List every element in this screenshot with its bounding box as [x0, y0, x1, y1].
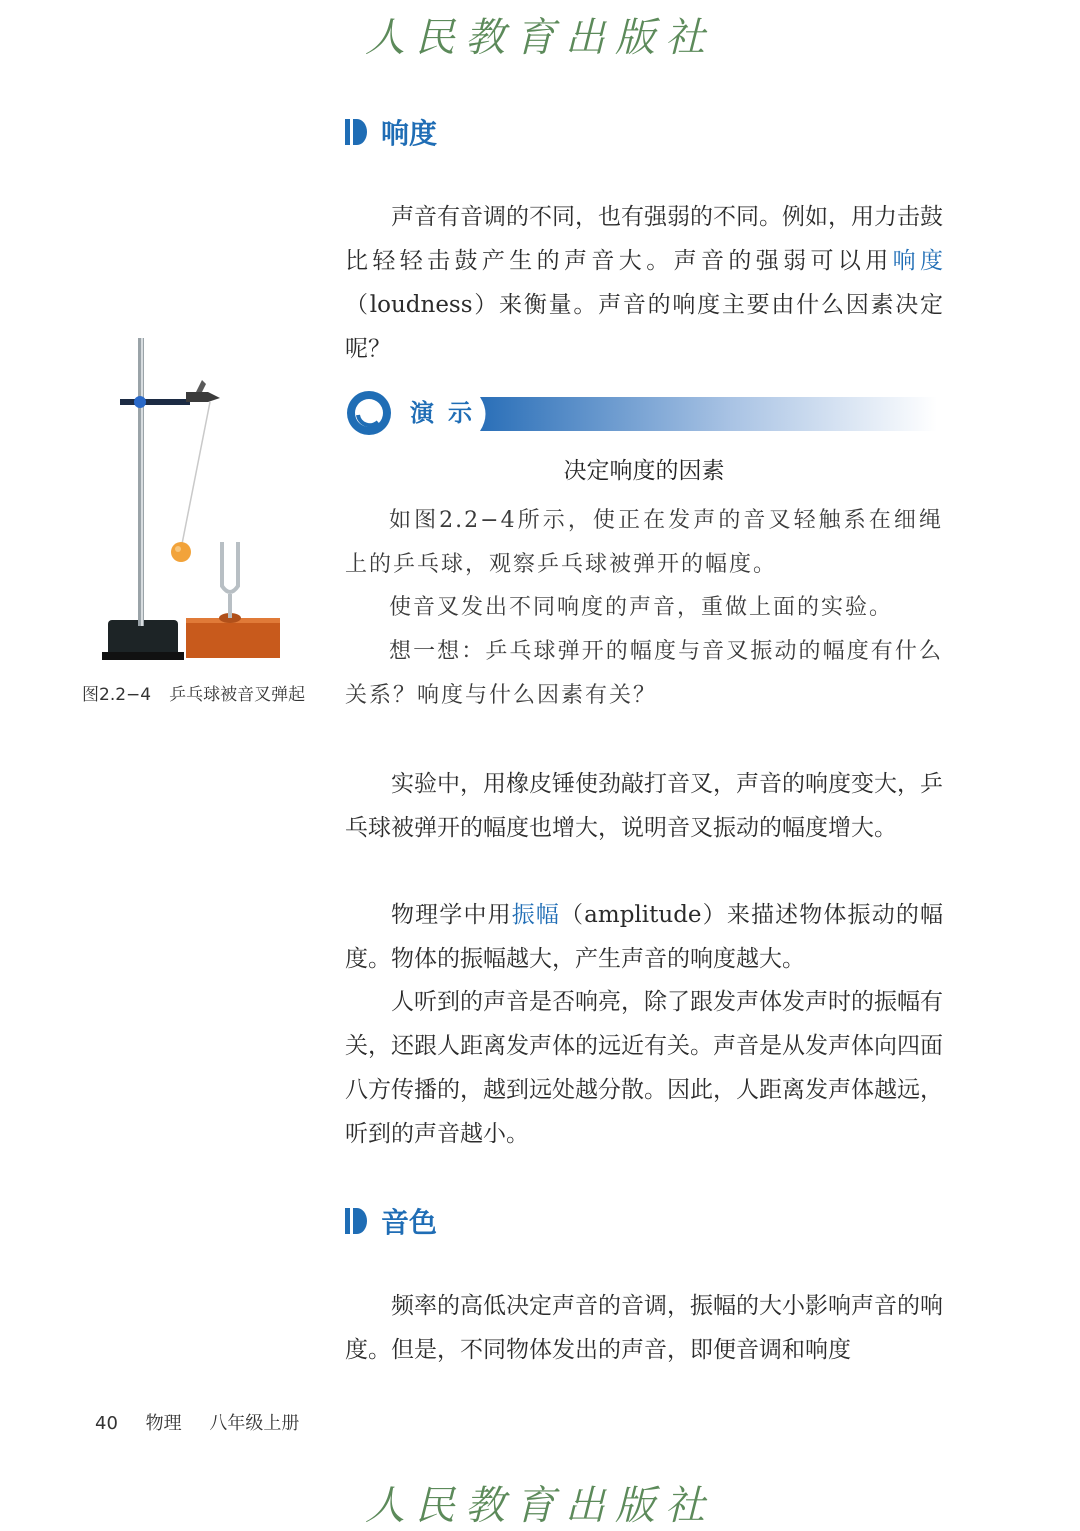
- demo-label: 演示: [410, 399, 486, 427]
- term-loudness: 响度: [892, 248, 944, 274]
- body-text-end: （amplitude）来描述物体振动的幅度。物体的振幅越大，产生声音的响度越大。: [345, 902, 943, 972]
- tuning-fork-figure: [78, 336, 318, 666]
- body-paragraph: 实验中，用橡皮锤使劲敲打音叉，声音的响度变大，乒乓球被弹开的幅度也增大，说明音叉振动的幅度增大。: [345, 771, 943, 841]
- figure-caption-text: 乒乓球被音叉弹起: [169, 685, 306, 705]
- term-amplitude: 振幅: [511, 902, 561, 928]
- demo-paragraph: 想一想：乒乓球弹开的幅度与音叉振动的幅度有什么关系？响度与什么因素有关？: [345, 639, 943, 708]
- section-heading-loudness: [345, 112, 437, 152]
- section-marker-icon: [345, 119, 367, 145]
- page-number: 40: [95, 1413, 118, 1434]
- publisher-logo-top: 人民教育出版社: [365, 15, 715, 61]
- book-grade: 八年级上册: [209, 1413, 300, 1434]
- body-text: 物理学中用: [391, 902, 512, 928]
- section-marker-icon: [345, 1208, 367, 1234]
- loudness-intro-paragraph: [345, 195, 943, 371]
- body-paragraph: 人听到的声音是否响亮，除了跟发声体发声时的振幅有关，还跟人距离发声体的远近有关。声音是从发声体向四面八方传播的，越到远处越分散。因此，人距离发声体越远，听到的声音越小。: [345, 989, 943, 1147]
- figure-number: 图2.2−4: [82, 685, 152, 705]
- amplitude-paragraph: [345, 893, 943, 981]
- intro-text: 声音有音调的不同，也有强弱的不同。例如，用力击鼓比轻轻击鼓产生的声音大。声音的强弱可以用: [345, 204, 943, 274]
- timbre-paragraph: 频率的高低决定声音的音调，振幅的大小影响声音的响度。但是，不同物体发出的声音，即便音调和响度: [345, 1293, 943, 1363]
- demo-paragraph: 如图2.2−4所示，使正在发声的音叉轻触系在细绳上的乒乓球，观察乒乓球被弹开的幅度。: [345, 508, 943, 577]
- publisher-logo-bottom: 人民教育出版社: [365, 1483, 715, 1529]
- page-footer: [95, 1409, 321, 1435]
- section-title: 响度: [381, 117, 438, 150]
- section-title: 音色: [381, 1206, 438, 1239]
- book-subject: 物理: [145, 1413, 182, 1434]
- demo-paragraph: 使音叉发出不同响度的声音，重做上面的实验。: [389, 595, 894, 620]
- section-heading-timbre: [345, 1201, 437, 1241]
- figure-caption: [82, 680, 305, 705]
- demo-subtitle: 决定响度的因素: [563, 458, 725, 484]
- intro-text-end: （loudness）来衡量。声音的响度主要由什么因素决定呢？: [345, 292, 943, 362]
